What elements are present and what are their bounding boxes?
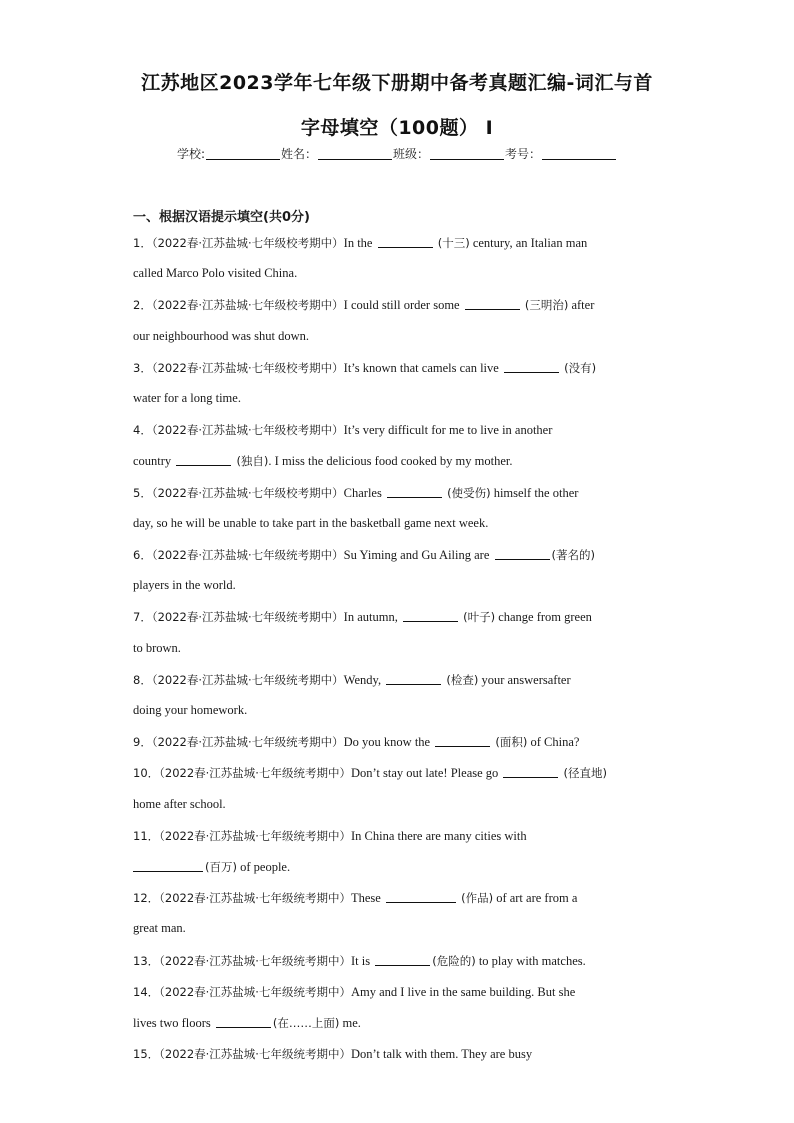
name-label: 姓名：: [281, 147, 318, 161]
question-7-line1: 7．（2022春·江苏盐城·七年级统考期中）In autumn, (叶子) change from green: [133, 610, 592, 624]
question-6-line2: players in the world.: [133, 578, 236, 592]
question-1-line2: called Marco Polo visited China.: [133, 266, 298, 280]
question-14-line2: lives two floors (在……上面) me.: [133, 1016, 361, 1030]
answer-blank[interactable]: [216, 1016, 271, 1028]
question-12-line1: 12．（2022春·江苏盐城·七年级统考期中）These (作品) of art are from a: [133, 891, 578, 905]
doc-title-line1: 江苏地区2023学年七年级下册期中备考真题汇编-词汇与首: [141, 72, 653, 94]
question-10-line2: home after school.: [133, 797, 226, 811]
question-13-line1: 13．（2022春·江苏盐城·七年级统考期中）It is (危险的) to play with matches.: [133, 954, 586, 968]
question-3-line2: water for a long time.: [133, 391, 241, 405]
answer-blank[interactable]: [403, 610, 458, 622]
answer-blank[interactable]: [386, 891, 456, 903]
exam-no-label: 考号：: [505, 147, 542, 161]
question-15-line1: 15．（2022春·江苏盐城·七年级统考期中）Don’t talk with them. They are busy: [133, 1047, 533, 1061]
class-label: 班级：: [393, 147, 430, 161]
question-3-line1: 3．（2022春·江苏盐城·七年级校考期中）It’s known that camels can live (没有): [133, 361, 597, 375]
question-7-line2: to brown.: [133, 641, 181, 655]
answer-blank[interactable]: [503, 766, 558, 778]
question-11-line1: 11．（2022春·江苏盐城·七年级统考期中）In China there are many cities with: [133, 829, 527, 843]
question-8-line1: 8．（2022春·江苏盐城·七年级统考期中）Wendy, (检查) your answersafter: [133, 673, 571, 687]
question-10-line1: 10．（2022春·江苏盐城·七年级统考期中）Don’t stay out late! Please go (径直地): [133, 766, 608, 780]
question-12-line2: great man.: [133, 921, 186, 935]
school-label: 学校:: [176, 147, 205, 161]
question-4-line1: 4．（2022春·江苏盐城·七年级校考期中）It’s very difficult for me to live in another: [133, 423, 553, 437]
answer-blank[interactable]: [435, 735, 490, 747]
answer-blank[interactable]: [375, 954, 430, 966]
question-11-line2: (百万) of people.: [133, 859, 290, 875]
student-info-row: [0, 145, 794, 162]
answer-blank[interactable]: [387, 486, 442, 498]
exam-no-blank[interactable]: [542, 147, 616, 160]
section-heading: 一、根据汉语提示填空(共0分): [133, 210, 310, 225]
question-4-line2: country (独自). I miss the delicious food cooked by my mother.: [133, 454, 513, 468]
question-5-line2: day, so he will be unable to take part in the basketball game next week.: [133, 516, 489, 530]
question-14-line1: 14．（2022春·江苏盐城·七年级统考期中）Amy and I live in the same building. But she: [133, 985, 576, 999]
answer-blank[interactable]: [495, 548, 550, 560]
doc-title-line2: 字母填空（100题） I: [300, 117, 494, 139]
answer-blank[interactable]: [386, 673, 441, 685]
answer-blank[interactable]: [504, 361, 559, 373]
question-5-line1: 5．（2022春·江苏盐城·七年级校考期中）Charles (使受伤) himself the other: [133, 486, 579, 500]
answer-blank[interactable]: [465, 298, 520, 310]
question-6-line1: 6．（2022春·江苏盐城·七年级统考期中）Su Yiming and Gu Ailing are (著名的): [133, 548, 595, 562]
question-2-line2: our neighbourhood was shut down.: [133, 329, 310, 343]
answer-blank[interactable]: [176, 454, 231, 466]
name-blank[interactable]: [318, 147, 392, 160]
school-blank[interactable]: [206, 147, 280, 160]
answer-blank[interactable]: [133, 860, 203, 872]
class-blank[interactable]: [430, 147, 504, 160]
question-8-line2: doing your homework.: [133, 703, 248, 717]
question-1-line1: 1．（2022春·江苏盐城·七年级校考期中）In the (十三) century, an Italian man: [133, 236, 588, 250]
answer-blank[interactable]: [378, 236, 433, 248]
question-2-line1: 2．（2022春·江苏盐城·七年级校考期中）I could still order some (三明治) after: [133, 298, 595, 312]
question-9-line1: 9．（2022春·江苏盐城·七年级统考期中）Do you know the (面积) of China?: [133, 735, 580, 749]
